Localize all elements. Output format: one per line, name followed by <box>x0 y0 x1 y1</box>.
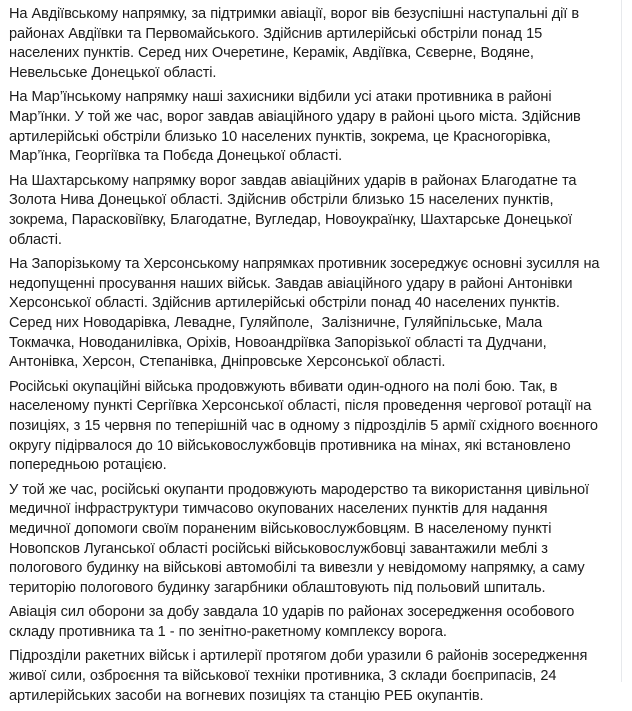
report-paragraph-marinka: На Мар’їнському напрямку наші захисники відбили усі атаки противника в районі Мар’їнки. У той же час, ворог завдав авіаційного удару в районі цього міста. Здійснив артилерійські обстріли близько 10 населених пунктів, зокрема, це Красногорівка, Мар’їнка, Георгіївка та Побєда Донецької області. <box>9 89 585 165</box>
report-paragraph-zaporizhzhia-kherson: На Запорізькому та Херсонському напрямках противник зосереджує основні зусилля на недопущенні просування наших військ. Завдав авіаційного удару в районі Антонівки Херсонської області. Здійснив артилерійські обстріли понад 40 населених пунктів. Серед них Новодарівка, Левадне, Гуляйполе, Залізничне, Гуляйпільське, Мала Токмачка, Новоданилівка, Оріхів, Новоандріївка Запорізької області та Дудчани, Антонівка, Херсон, Степанівка, Дніпровське Херсонської області. <box>9 255 604 371</box>
report-paragraph-avdiivka: На Авдіївському напрямку, за підтримки авіації, ворог вів безуспішні наступальні дії в районах Авдіївки та Первомайського. Здійснив артилерійські обстріли понад 15 населених пунктів. Серед них Очеретине, Керамік, Авдіївка, Сєверне, Водяне, Невельське Донецької області. <box>9 6 584 82</box>
report-paragraph-artillery-strikes: Підрозділи ракетних військ і артилерії протягом доби уразили 6 районів зосередження живої сили, озброєння та військової техніки противника, 3 склади боєприпасів, 24 артилерійських засоби на вогневих позиціях та станцію РЕБ окупантів. <box>9 648 592 704</box>
content-column-divider <box>621 0 622 682</box>
report-paragraph-shakhtarske: На Шахтарському напрямку ворог завдав авіаційних ударів в районах Благодатне та Золота Нива Донецької області. Здійснив обстріли близько 15 населених пунктів, зокрема, Парасковіївку, Благодатне, Вугледар, Новоукраїнку, Шахтарське Донецької області. <box>9 172 581 248</box>
report-paragraph-aviation-strikes: Авіація сил оборони за добу завдала 10 ударів по районах зосередження особового складу противника та 1 - по зенітно-ракетному комплексу ворога. <box>9 604 579 641</box>
report-paragraph-friendly-fire: Російські окупаційні війська продовжують вбивати один-одного на полі бою. Так, в населеному пункті Сергіївка Херсонської області, після проведення чергової ротації на позиціях, з 15 червня по теперішній час в одному з підрозділів 5 армії східного воєнного округу підірвалося до 10 військовослужбовців противника на мінах, які встановлено попередньою ротацією. <box>9 378 603 474</box>
report-paragraph-looting: У той же час, російські окупанти продовжують мародерство та використання цивільної медичної інфраструктури тимчасово окупованих населених пунктів для надання медичної допомоги своїм пораненим військовослужбовцям. В населеному пункті Новопсков Луганської області російські військовослужбовці завантажили меблі з пологового будинку на військові автомобілі та вивезли у невідомому напрямку, а саму територію пологового будинку загарбники облаштовують під польовий шпиталь. <box>9 481 594 597</box>
